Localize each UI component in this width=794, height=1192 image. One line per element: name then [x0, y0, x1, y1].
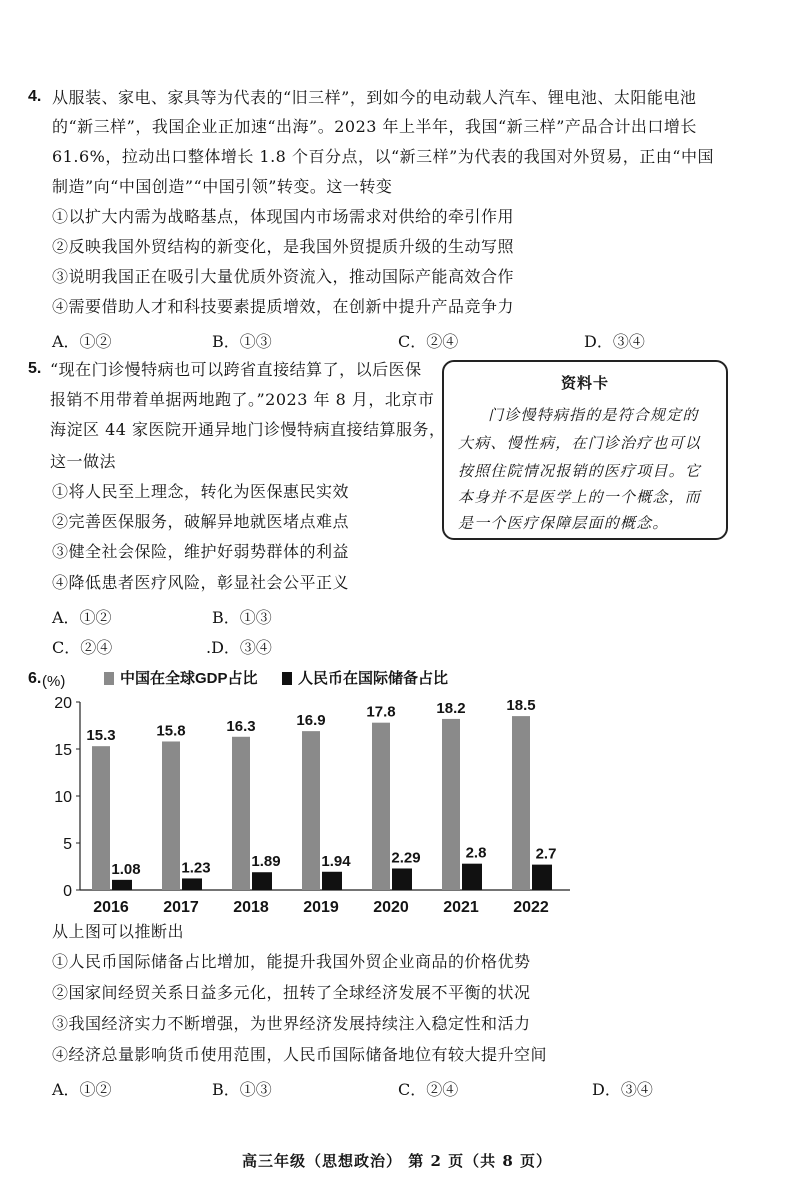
y-tick-label: 10 [54, 789, 72, 806]
q6-intro: 从上图可以推断出 [52, 922, 185, 941]
y-unit-label: (%) [42, 673, 66, 690]
x-tick-label: 2021 [443, 899, 479, 916]
q5-option-b: B．①③ [212, 608, 272, 627]
legend-swatch-gdp [104, 672, 114, 685]
q4-statement-3: ③说明我国正在吸引大量优质外资流入，推动国际产能高效合作 [52, 267, 515, 286]
q5-option-a: A．①② [52, 608, 112, 627]
q6-option-d: D．③④ [592, 1080, 653, 1099]
data-label-gdp: 17.8 [366, 703, 396, 721]
q5-statement-2: ②完善医保服务，破解异地就医堵点难点 [52, 512, 350, 531]
q6-statement-1: ①人民币国际储备占比增加，能提升我国外贸企业商品的价格优势 [52, 952, 531, 971]
q5-stem-line-4: 这一做法 [50, 452, 117, 471]
x-tick-label: 2020 [373, 899, 409, 916]
q5-stem-line-2: 报销不用带着单据两地跑了。”2023 年 8 月，北京市 [50, 390, 435, 409]
q4-stem-line-2: 的“新三样”，我国企业正加速“出海”。2023 年上半年，我国“新三样”产品合计出口增长 [52, 117, 697, 136]
q4-option-b: B．①③ [212, 332, 272, 351]
bar-rmb-reserve-share [392, 868, 412, 890]
bar-rmb-reserve-share [322, 872, 342, 890]
legend-label-gdp: 中国在全球GDP占比 [120, 670, 258, 687]
q4-option-c: C．②④ [398, 332, 459, 351]
bar-gdp-share [512, 716, 530, 890]
info-card [442, 360, 728, 540]
q6-statement-2: ②国家间经贸关系日益多元化，扭转了全球经济发展不平衡的状况 [52, 983, 531, 1002]
y-tick-label: 15 [54, 742, 72, 759]
info-card-line-4: 本身并不是医学上的一个概念，而 [458, 488, 702, 506]
bar-rmb-reserve-share [532, 865, 552, 890]
data-label-rmb: 2.7 [535, 845, 557, 863]
bar-gdp-share [162, 741, 180, 890]
question-6-number: 6. [28, 670, 42, 687]
q6-option-c: C．②④ [398, 1080, 459, 1099]
q5-statement-3: ③健全社会保险，维护好弱势群体的利益 [52, 542, 350, 561]
legend-label-rmb: 人民币在国际储备占比 [298, 670, 449, 687]
q6-statement-4: ④经济总量影响货币使用范围，人民币国际储备地位有较大提升空间 [52, 1045, 548, 1064]
q4-statement-2: ②反映我国外贸结构的新变化，是我国外贸提质升级的生动写照 [52, 237, 515, 256]
bar-rmb-reserve-share [182, 878, 202, 890]
q5-option-c: C．②④ [52, 638, 113, 657]
bar-rmb-reserve-share [252, 872, 272, 890]
q4-option-d: D．③④ [584, 332, 645, 351]
q6-statement-3: ③我国经济实力不断增强，为世界经济发展持续注入稳定性和活力 [52, 1014, 531, 1033]
data-label-rmb: 1.94 [321, 852, 351, 870]
data-label-rmb: 2.8 [465, 844, 487, 862]
q4-stem-line-3: 61.6%，拉动出口整体增长 1.8 个百分点，以“新三样”为代表的我国对外贸易，正由“中国 [52, 147, 714, 166]
info-card-title: 资料卡 [560, 374, 609, 392]
data-label-gdp: 18.5 [506, 697, 536, 715]
bar-rmb-reserve-share [112, 880, 132, 890]
x-tick-label: 2022 [513, 899, 549, 916]
data-label-gdp: 15.8 [156, 722, 186, 740]
page-footer: 高三年级（思想政治） 第 2 页（共 8 页） [242, 1152, 552, 1170]
x-tick-label: 2018 [233, 899, 269, 916]
q4-stem-line-4: 制造”向“中国创造”“中国引领”转变。这一转变 [52, 177, 393, 196]
x-tick-label: 2019 [303, 899, 339, 916]
bar-gdp-share [302, 731, 320, 890]
info-card-line-1: 门诊慢特病指的是符合规定的 [488, 406, 699, 424]
q5-statement-1: ①将人民至上理念，转化为医保惠民实效 [52, 482, 350, 501]
q5-stem-line-1: “现在门诊慢特病也可以跨省直接结算了，以后医保 [50, 360, 422, 379]
q5-option-d: .D．③④ [206, 638, 272, 657]
y-tick-label: 20 [54, 695, 72, 712]
y-tick-label: 5 [63, 836, 72, 853]
q6-option-a: A．①② [52, 1080, 112, 1099]
x-tick-label: 2017 [163, 899, 199, 916]
chart-plot-area [54, 695, 570, 916]
y-tick-label: 0 [63, 883, 72, 900]
info-card-line-5: 是一个医疗保障层面的概念。 [458, 514, 669, 532]
bar-gdp-share [232, 737, 250, 890]
question-4-number: 4. [28, 88, 42, 105]
data-label-gdp: 16.3 [226, 717, 256, 735]
data-label-rmb: 2.29 [391, 849, 421, 867]
bar-gdp-share [92, 746, 110, 890]
data-label-gdp: 18.2 [436, 699, 466, 717]
q6-option-b: B．①③ [212, 1080, 272, 1099]
question-5-number: 5. [28, 360, 42, 377]
q4-stem-line-1: 从服装、家电、家具等为代表的“旧三样”，到如今的电动载人汽车、锂电池、太阳能电池 [52, 88, 697, 107]
data-label-rmb: 1.89 [251, 853, 281, 871]
q5-stem-line-3: 海淀区 44 家医院开通异地门诊慢特病直接结算服务， [50, 420, 446, 439]
data-label-rmb: 1.08 [111, 860, 141, 878]
info-card-line-2: 大病、慢性病，在门诊治疗也可以 [458, 434, 702, 452]
bar-chart [40, 662, 580, 924]
q4-option-a: A．①② [52, 332, 112, 351]
bar-rmb-reserve-share [462, 864, 482, 890]
bar-gdp-share [442, 719, 460, 890]
data-label-gdp: 16.9 [296, 712, 326, 730]
legend-swatch-rmb [282, 672, 292, 685]
q5-statement-4: ④降低患者医疗风险，彰显社会公平正义 [52, 573, 350, 592]
q4-statement-4: ④需要借助人才和科技要素提质增效，在创新中提升产品竞争力 [52, 297, 515, 316]
x-tick-label: 2016 [93, 899, 129, 916]
info-card-line-3: 按照住院情况报销的医疗项目。它 [458, 462, 702, 480]
q4-statement-1: ①以扩大内需为战略基点，体现国内市场需求对供给的牵引作用 [52, 207, 515, 226]
bar-gdp-share [372, 723, 390, 890]
data-label-rmb: 1.23 [181, 859, 211, 877]
data-label-gdp: 15.3 [86, 727, 116, 745]
